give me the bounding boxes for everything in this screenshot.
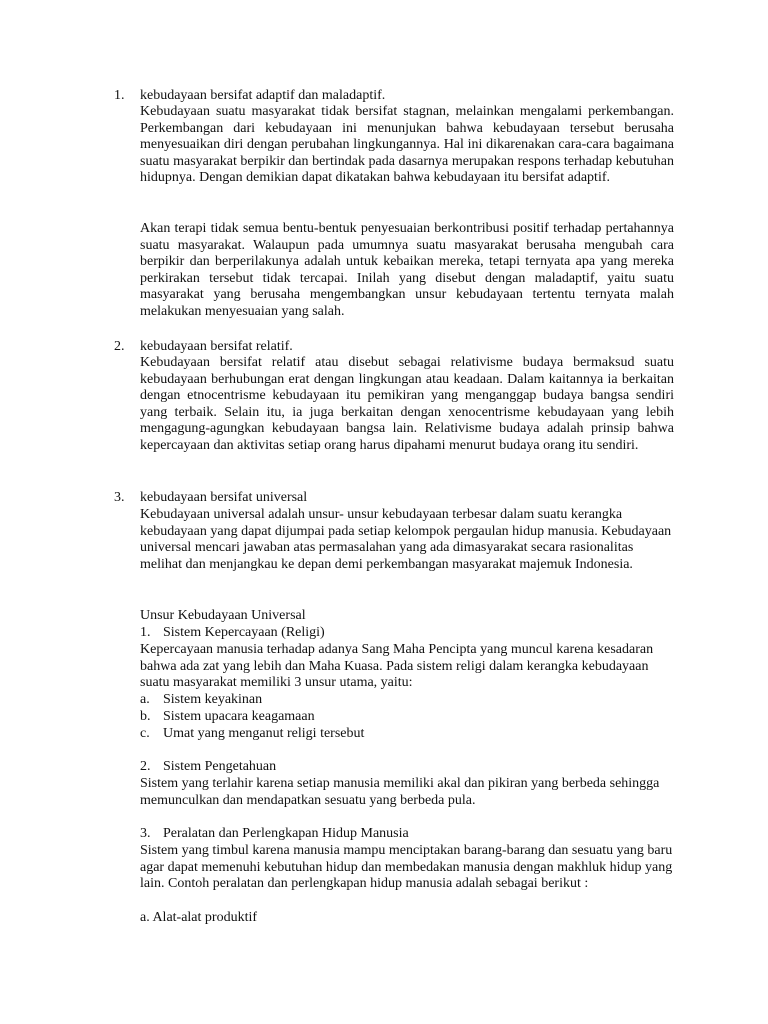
section-2-paragraph-1: Kebudayaan bersifat relatif atau disebut sebagai relativisme budaya bermaksud suatu kebudayaan berhubungan erat dengan lingkungan atau keadaan. Dalam kaitannya ia berkaitan dengan etnocentrisme kebudayaan itu pemikiran yang menganggap budaya bangsa sendiri yang terbaik. Selain itu, ia juga berkaitan dengan xenocentrisme kebudayaan yang lebih mengagung-agungkan kebudayaan bangsa lain. Relativisme budaya adalah prinsip bahwa kepercayaan dan aktivitas setiap orang harus dipahami menurut budaya orang itu sendiri. (140, 355, 674, 453)
section-number: 1. (114, 88, 125, 103)
section-heading: kebudayaan bersifat adaptif dan maladaptif. (140, 88, 386, 103)
section-heading: kebudayaan bersifat universal (140, 490, 308, 505)
unsur-item-text: Sistem yang terlahir karena setiap manusia memiliki akal dan pikiran yang berbeda sehingga memunculkan dan mendapatkan sesuatu yang berbeda pula. (140, 776, 660, 808)
unsur-item-number: 2. (140, 759, 151, 774)
unsur-item-title: Sistem Pengetahuan (163, 759, 277, 774)
section-number: 3. (114, 490, 125, 505)
section-number: 2. (114, 339, 125, 354)
unsur-item-number: 1. (140, 625, 151, 640)
section-1-paragraph-1: Kebudayaan suatu masyarakat tidak bersifat stagnan, melainkan mengalami perkembangan. Perkembangan dari kebudayaan ini menunjukan bahwa kebudayaan tersebut berusaha menyesuaikan diri dengan perubahan lingkungannya. Hal ini dikarenakan cara-cara bagaimana suatu masyarakat berpikir dan bertindak pada dasarnya merupakan respons terhadap kebutuhan hidupnya. Dengan demikian dapat dikatakan bahwa kebudayaan itu bersifat adaptif. (140, 104, 674, 186)
unsur-item-text: Sistem yang timbul karena manusia mampu menciptakan barang-barang dan sesuatu yang baru agar dapat memenuhi kebutuhan hidup dan membedakan manusia dengan makhluk hidup yang lain. Contoh peralatan dan perlengkapan hidup manusia adalah sebagai berikut : (140, 843, 673, 892)
unsur-item-title: Sistem Kepercayaan (Religi) (163, 625, 325, 640)
list-letter: c. (140, 726, 150, 741)
list-item: Sistem upacara keagamaan (163, 709, 315, 724)
list-item: Sistem keyakinan (163, 692, 263, 707)
section-heading: kebudayaan bersifat relatif. (140, 339, 293, 354)
list-letter: b. (140, 709, 151, 724)
section-3-paragraph-1: Kebudayaan universal adalah unsur- unsur kebudayaan terbesar dalam suatu kerangka kebudayaan yang dapat dijumpai pada setiap kelompok pergaulan hidup manusia. Kebudayaan universal mencari jawaban atas permasalahan yang ada dimasyarakat secara rasionalitas melihat dan menjangkau ke depan demi perkembangan masyarakat majemuk Indonesia. (140, 507, 672, 572)
list-letter: a. (140, 692, 150, 707)
list-item: Umat yang menganut religi tersebut (163, 726, 365, 741)
unsur-item-last-line: a. Alat-alat produktif (140, 910, 258, 925)
unsur-item-title: Peralatan dan Perlengkapan Hidup Manusia (163, 826, 409, 841)
unsur-item-text: Kepercayaan manusia terhadap adanya Sang Maha Pencipta yang muncul karena kesadaran bahwa ada zat yang lebih dan Maha Kuasa. Pada sistem religi dalam kerangka kebudayaan suatu masyarakat memiliki 3 unsur utama, yaitu: (140, 642, 654, 691)
unsur-item-number: 3. (140, 826, 151, 841)
unsur-title: Unsur Kebudayaan Universal (140, 608, 306, 623)
section-1-paragraph-2: Akan terapi tidak semua bentu-bentuk penyesuaian berkontribusi positif terhadap pertahannya suatu masyarakat. Walaupun pada umumnya suatu masyarakat berusaha mengubah cara berpikir dan berperilakunya adalah untuk kebaikan mereka, tetapi ternyata apa yang mereka perkirakan tersebut tidak tercapai. Inilah yang disebut dengan maladaptif, yaitu suatu masyarakat yang berusaha mengembangkan unsur kebudayaan tertentu ternyata malah melakukan menyesuaian yang salah. (140, 221, 674, 319)
